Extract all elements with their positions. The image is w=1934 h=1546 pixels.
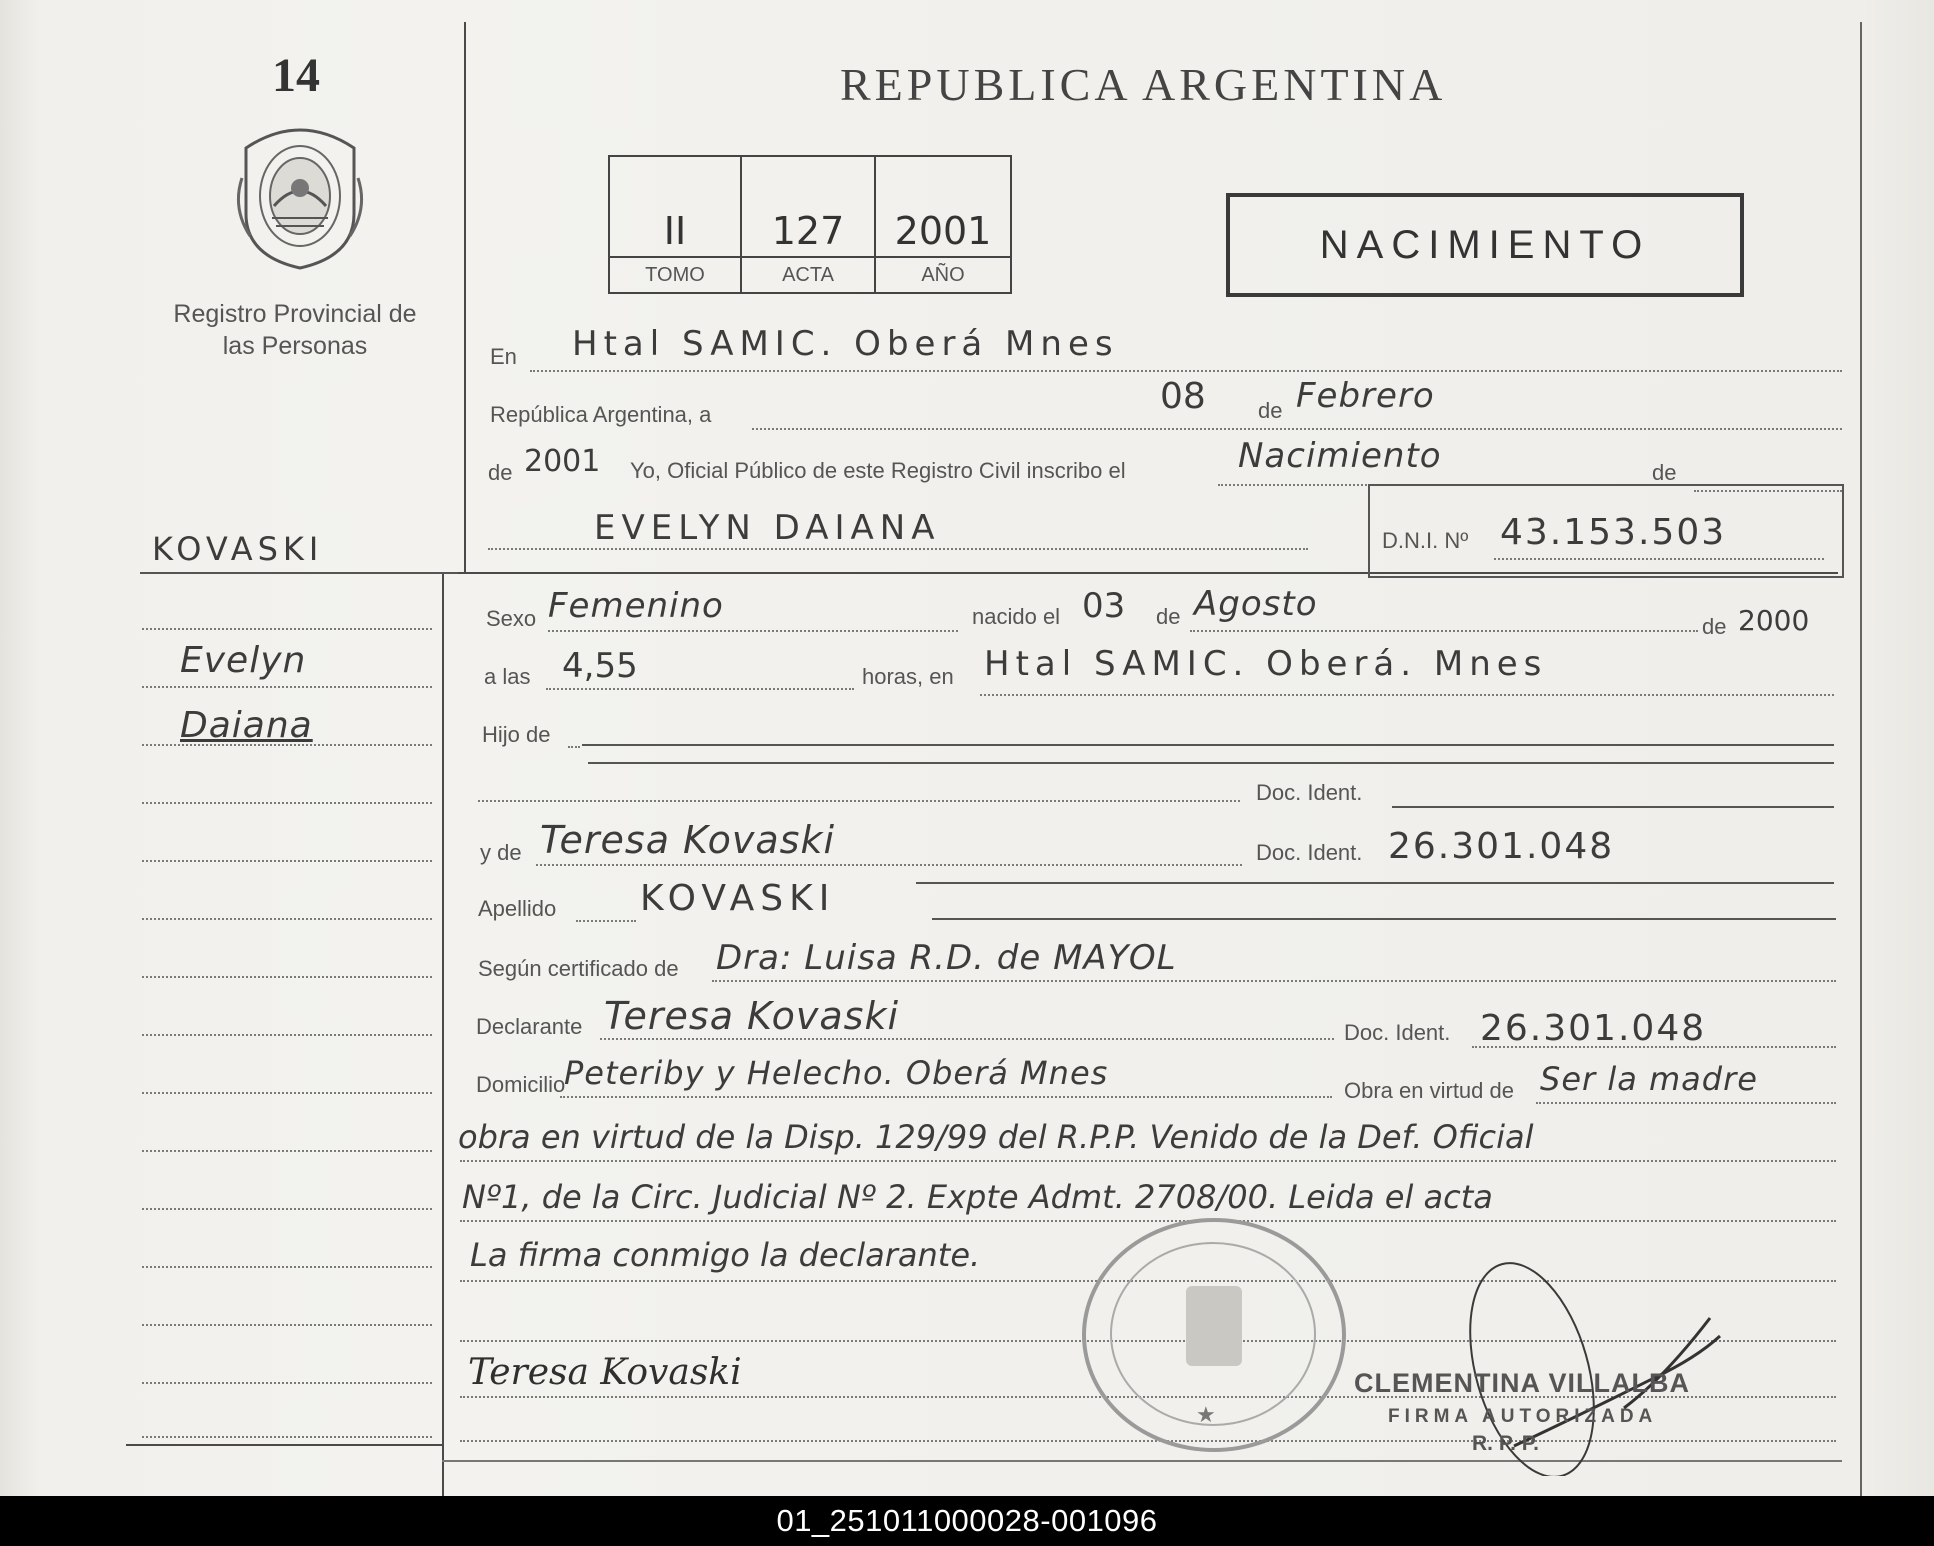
- time-value: 4,55: [562, 646, 638, 686]
- notes-rule-2: [460, 1220, 1836, 1222]
- margin-line: [142, 802, 432, 804]
- time-line: [546, 688, 854, 690]
- birth-date-line: [1190, 630, 1698, 632]
- en-line: [530, 370, 1842, 372]
- obra-value: Ser la madre: [1540, 1060, 1758, 1098]
- notes-line-1: obra en virtud de la Disp. 129/99 del R.P.P. Venido de la Def. Oficial: [458, 1118, 1534, 1156]
- domicilio-label: Domicilio: [476, 1072, 566, 1097]
- certificado-line: [712, 980, 1836, 982]
- record-number-box: [608, 155, 1012, 294]
- record-type-box: NACIMIENTO: [1226, 193, 1744, 297]
- country-title: REPUBLICA ARGENTINA: [840, 59, 1447, 110]
- column-divider-bottom: [442, 574, 444, 1496]
- round-seal-stamp: [1082, 1218, 1346, 1452]
- dni-label: D.N.I. Nº: [1382, 528, 1469, 553]
- margin-line: [142, 1324, 432, 1326]
- a-las-label: a las: [484, 664, 531, 689]
- inscription-value: Nacimiento: [1238, 436, 1442, 476]
- horas-label: horas, en: [862, 664, 954, 689]
- page-number: 14: [272, 49, 320, 102]
- margin-line: [142, 1150, 432, 1152]
- margin-line: [142, 1034, 432, 1036]
- father-line: [478, 800, 1240, 802]
- seal-emblem-icon: [1186, 1286, 1242, 1366]
- name-value: EVELYN DAIANA: [594, 508, 941, 548]
- doc-ident-label-2: Doc. Ident.: [1256, 840, 1363, 865]
- dni-value: 43.153.503: [1500, 512, 1727, 553]
- birth-place-line: [980, 694, 1834, 696]
- margin-given-name-2: Daiana: [180, 705, 313, 746]
- en-label: En: [490, 344, 517, 369]
- republica-label: República Argentina, a: [490, 402, 712, 427]
- declarante-doc: 26.301.048: [1480, 1008, 1707, 1049]
- signatory-org: R. P. P.: [1472, 1432, 1539, 1455]
- de-label-3: de: [1652, 460, 1677, 485]
- nacido-label: nacido el: [972, 604, 1061, 629]
- margin-given-name-1: Evelyn: [180, 640, 307, 681]
- birth-day: 03: [1082, 586, 1126, 626]
- birth-place: Htal SAMIC. Oberá. Mnes: [984, 644, 1548, 684]
- notes-rule-1: [460, 1160, 1836, 1162]
- margin-line: [142, 1436, 432, 1438]
- hijo-strike-2: [588, 762, 1834, 764]
- obra-line: [1536, 1102, 1836, 1104]
- certificado-label: Según certificado de: [478, 956, 679, 981]
- apellido-line: [576, 920, 636, 922]
- day-value: 08: [1160, 376, 1206, 417]
- de-label-5: de: [1702, 614, 1727, 639]
- margin-line: [142, 744, 432, 746]
- obra-label: Obra en virtud de: [1344, 1078, 1514, 1103]
- dni-line: [1494, 558, 1824, 560]
- anio-value: 2001: [894, 209, 992, 253]
- margin-line: [142, 1382, 432, 1384]
- margin-surname: KOVASKI: [152, 530, 324, 568]
- declarante-line: [600, 1038, 1334, 1040]
- acta-cell: [742, 157, 876, 292]
- declarante-doc-line: [1472, 1046, 1836, 1048]
- acta-value: 127: [771, 209, 845, 253]
- margin-line: [142, 1266, 432, 1268]
- de-label-2: de: [488, 460, 513, 485]
- sexo-line: [548, 630, 958, 632]
- birth-month: Agosto: [1194, 584, 1318, 624]
- certificado-value: Dra: Luisa R.D. de MAYOL: [716, 938, 1177, 978]
- apellido-strike: [932, 918, 1836, 920]
- notes-line-2: Nº1, de la Circ. Judicial Nº 2. Expte Admt. 2708/00. Leida el acta: [462, 1178, 1493, 1216]
- tomo-cell: [610, 157, 742, 292]
- domicilio-value: Peteriby y Helecho. Oberá Mnes: [564, 1054, 1109, 1092]
- provincial-seal-icon: [232, 118, 368, 270]
- month-value: Febrero: [1296, 376, 1435, 416]
- margin-line: [142, 686, 432, 688]
- year-value: 2001: [524, 444, 601, 479]
- hijo-label: Hijo de: [482, 722, 551, 747]
- de-label-4: de: [1156, 604, 1181, 629]
- signatory-role: FIRMA AUTORIZADA: [1388, 1406, 1658, 1427]
- anio-label: AÑO: [876, 256, 1010, 292]
- declarant-signature: Teresa Kovaski: [468, 1352, 742, 1393]
- mother-doc: 26.301.048: [1388, 826, 1615, 867]
- margin-line: [142, 1208, 432, 1210]
- margin-line: [142, 628, 432, 630]
- apellido-label: Apellido: [478, 896, 557, 921]
- date-line: [752, 428, 1842, 430]
- mother-strike: [916, 882, 1834, 884]
- margin-line: [142, 860, 432, 862]
- anio-cell: [876, 157, 1010, 292]
- officer-text: Yo, Oficial Público de este Registro Civil inscribo el: [630, 458, 1126, 483]
- doc-ident-label-1: Doc. Ident.: [1256, 780, 1363, 805]
- domicilio-line: [560, 1096, 1332, 1098]
- notes-line-3: La firma conmigo la declarante.: [470, 1236, 981, 1274]
- declarante-label: Declarante: [476, 1014, 583, 1039]
- sexo-label: Sexo: [486, 606, 537, 631]
- declarante-value: Teresa Kovaski: [604, 994, 900, 1038]
- right-border: [1860, 22, 1862, 1496]
- en-value: Htal SAMIC. Oberá Mnes: [572, 324, 1119, 364]
- birth-year: 2000: [1738, 604, 1810, 637]
- de-label-1: de: [1258, 398, 1283, 423]
- image-id-caption: 01_251011000028-001096: [0, 1496, 1934, 1546]
- name-line: [488, 548, 1308, 550]
- doc-ident-label-3: Doc. Ident.: [1344, 1020, 1451, 1045]
- y-de-label: y de: [480, 840, 522, 865]
- sexo-value: Femenino: [548, 586, 724, 626]
- acta-label: ACTA: [742, 256, 874, 292]
- tomo-label: TOMO: [610, 256, 740, 292]
- apellido-value: KOVASKI: [640, 878, 836, 919]
- mother-line: [536, 864, 1242, 866]
- hijo-strike: [582, 744, 1834, 746]
- tomo-value: II: [663, 209, 687, 253]
- registry-name: Registro Provincial de las Personas: [173, 300, 417, 360]
- hijo-line: [568, 746, 580, 748]
- mother-name: Teresa Kovaski: [540, 818, 836, 862]
- margin-line: [142, 1092, 432, 1094]
- seal-star-icon: ★: [1196, 1402, 1216, 1427]
- margin-bottom-rule: [126, 1444, 444, 1446]
- margin-line: [142, 918, 432, 920]
- margin-divider: [140, 572, 458, 574]
- signatory-name: CLEMENTINA VILLALBA: [1354, 1368, 1690, 1398]
- father-doc-strike: [1392, 806, 1834, 808]
- column-divider-top: [464, 22, 466, 574]
- margin-line: [142, 976, 432, 978]
